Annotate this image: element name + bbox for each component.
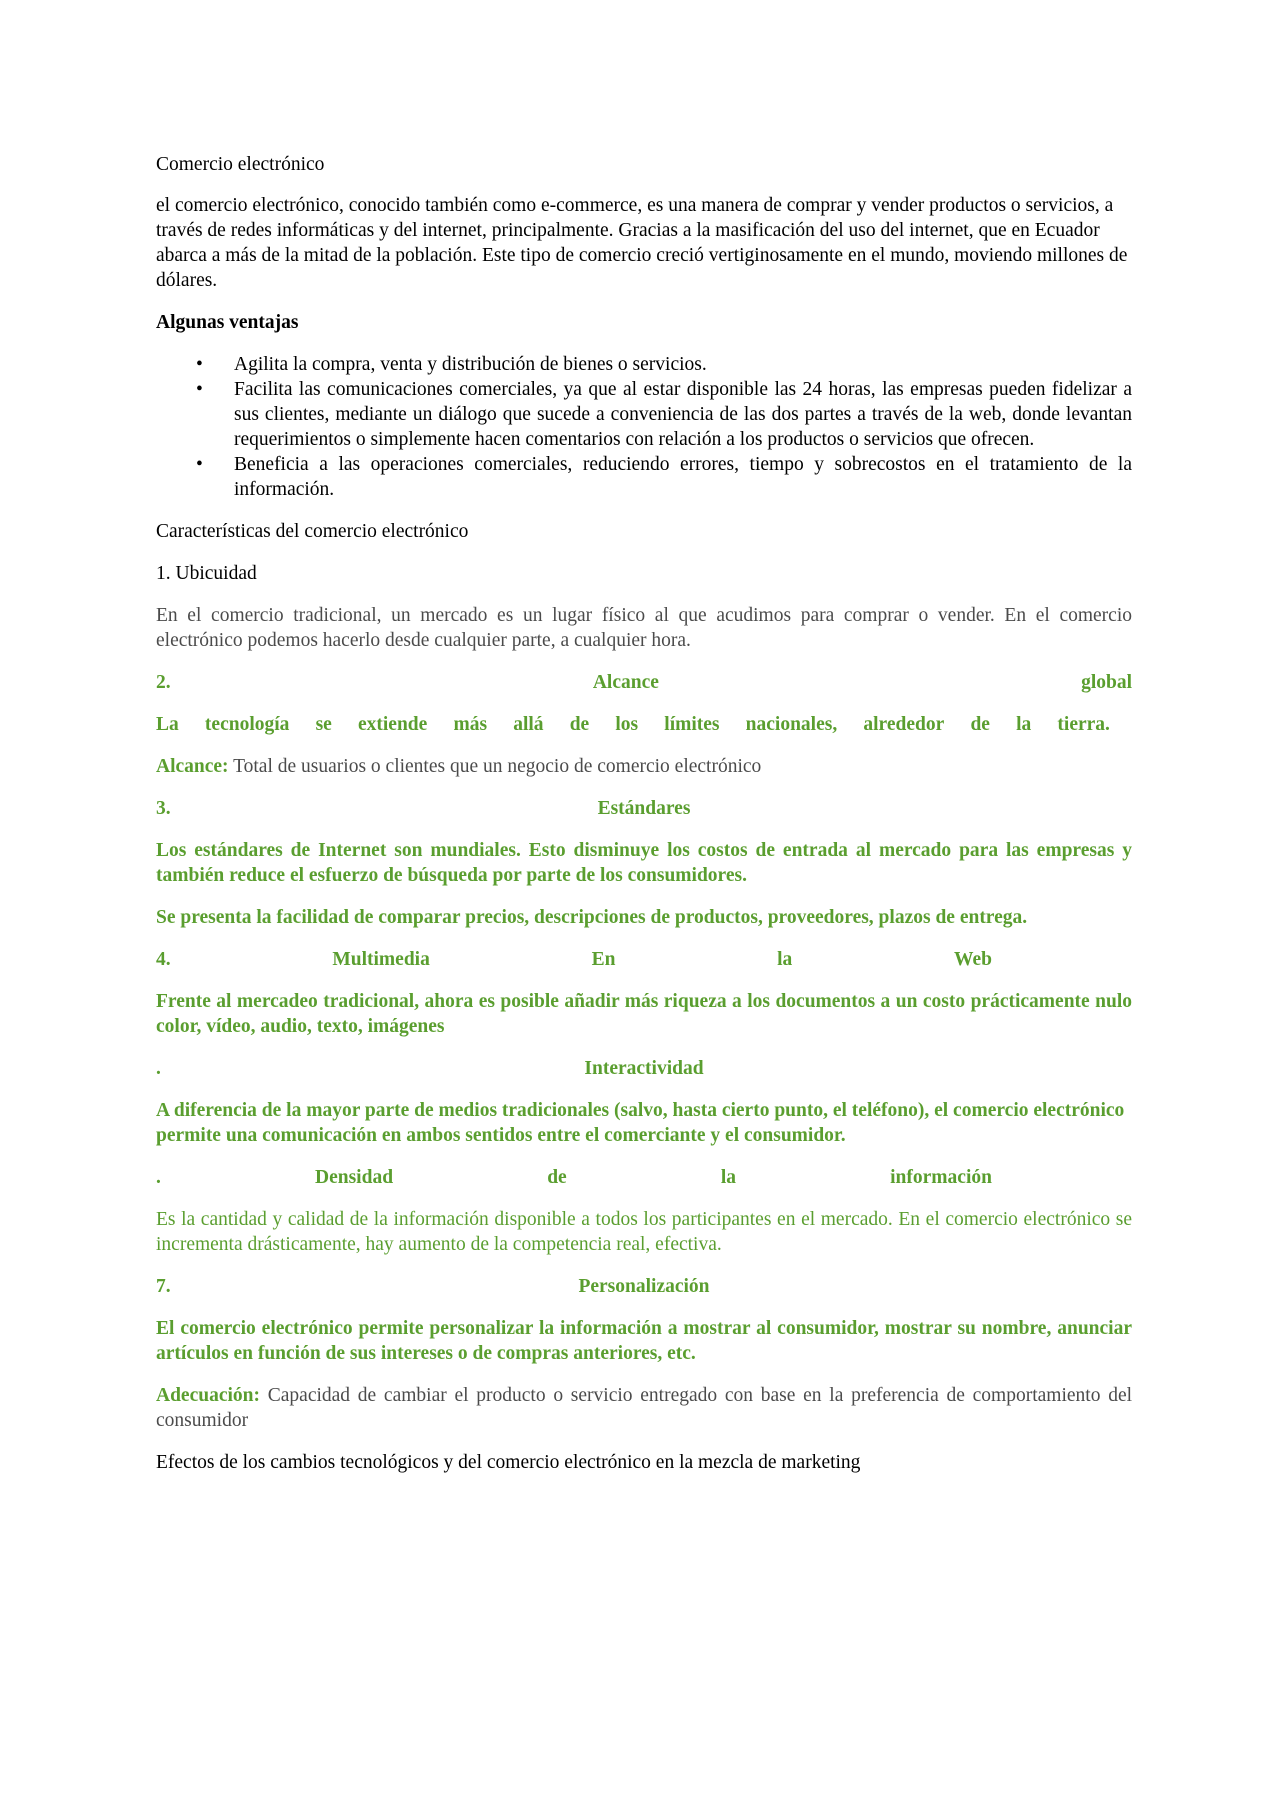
bullet-icon: • xyxy=(196,354,203,375)
section-6-text: Es la cantidad y calidad de la información disponible a todos los participantes en el mercado. En el comercio electrónico se incrementa drásticamente, hay aumento de la competencia real, efectiva. xyxy=(156,1209,1132,1255)
section-4-heading: 4. Multimedia En la Web xyxy=(156,949,992,970)
list-item: • Beneficia a las operaciones comerciales, reduciendo errores, tiempo y sobrecostos en el tratamiento de la información. xyxy=(196,454,1132,500)
definition-text: Total de usuarios o clientes que un negocio de comercio electrónico xyxy=(233,756,762,777)
section-5-heading: . Interactividad xyxy=(156,1058,704,1079)
section-3-text: Los estándares de Internet son mundiales. Esto disminuye los costos de entrada al mercado para las empresas y también reduce el esfuerzo de búsqueda por parte de los consumidores. xyxy=(156,840,1132,886)
section-3-heading: 3. Estándares xyxy=(156,798,691,819)
list-item: • Agilita la compra, venta y distribución de bienes o servicios. xyxy=(196,354,707,375)
section-2-heading: 2. Alcance global xyxy=(156,672,1132,693)
closing-heading: Efectos de los cambios tecnológicos y del comercio electrónico en la mezcla de marketing xyxy=(156,1452,861,1473)
document-title: Comercio electrónico xyxy=(156,154,325,175)
section-1-heading: 1. Ubicuidad xyxy=(156,563,257,584)
section-7-definition xyxy=(156,1383,1132,1433)
section-2-definition xyxy=(156,754,1132,779)
advantages-heading: Algunas ventajas xyxy=(156,312,299,333)
definition-text: Capacidad de cambiar el producto o servicio entregado con base en la preferencia de comportamiento del consumidor xyxy=(156,1385,1133,1431)
section-1-text: En el comercio tradicional, un mercado es un lugar físico al que acudimos para comprar o vender. En el comercio electrónico podemos hacerlo desde cualquier parte, a cualquier hora. xyxy=(156,605,1132,651)
definition-label: Adecuación: xyxy=(156,1385,260,1406)
list-item: • Facilita las comunicaciones comerciales, ya que al estar disponible las 24 horas, las empresas pueden fidelizar a sus clientes, mediante un diálogo que sucede a conveniencia de las dos partes a través de la web, donde levantan requerimientos o simplemente hacen comentarios con relación a los productos o servicios que ofrecen. xyxy=(196,379,1132,450)
bullet-icon: • xyxy=(196,379,203,400)
section-4-text: Frente al mercadeo tradicional, ahora es posible añadir más riqueza a los documentos a un costo prácticamente nulo color, vídeo, audio, texto, imágenes xyxy=(156,991,1132,1037)
features-heading: Características del comercio electrónico xyxy=(156,521,469,542)
section-7-heading: 7. Personalización xyxy=(156,1276,710,1297)
section-7-text: El comercio electrónico permite personalizar la información a mostrar al consumidor, mostrar su nombre, anunciar artículos en función de sus intereses o de compras anteriores, etc. xyxy=(156,1318,1132,1364)
bullet-icon: • xyxy=(196,454,203,475)
intro-paragraph: el comercio electrónico, conocido también como e-commerce, es una manera de comprar y vender productos o servicios, a través de redes informáticas y del internet, principalmente. Gracias a la masificación del uso del internet, que en Ecuador abarca a más de la mitad de la población. Este tipo de comercio creció vertiginosamente en el mundo, moviendo millones de dólares. xyxy=(156,195,1128,291)
section-6-heading: . Densidad de la información xyxy=(156,1167,992,1188)
advantages-list xyxy=(156,352,1132,502)
section-5-text: A diferencia de la mayor parte de medios tradicionales (salvo, hasta cierto punto, el teléfono), el comercio electrónico permite una comunicación en ambos sentidos entre el comerciante y el consumidor. xyxy=(156,1100,1125,1146)
section-2-text: La tecnología se extiende más allá de los límites nacionales, alrededor de la tierra. xyxy=(156,714,1110,735)
definition-label: Alcance: xyxy=(156,756,229,777)
section-3-text-2: Se presenta la facilidad de comparar precios, descripciones de productos, proveedores, plazos de entrega. xyxy=(156,907,1028,928)
